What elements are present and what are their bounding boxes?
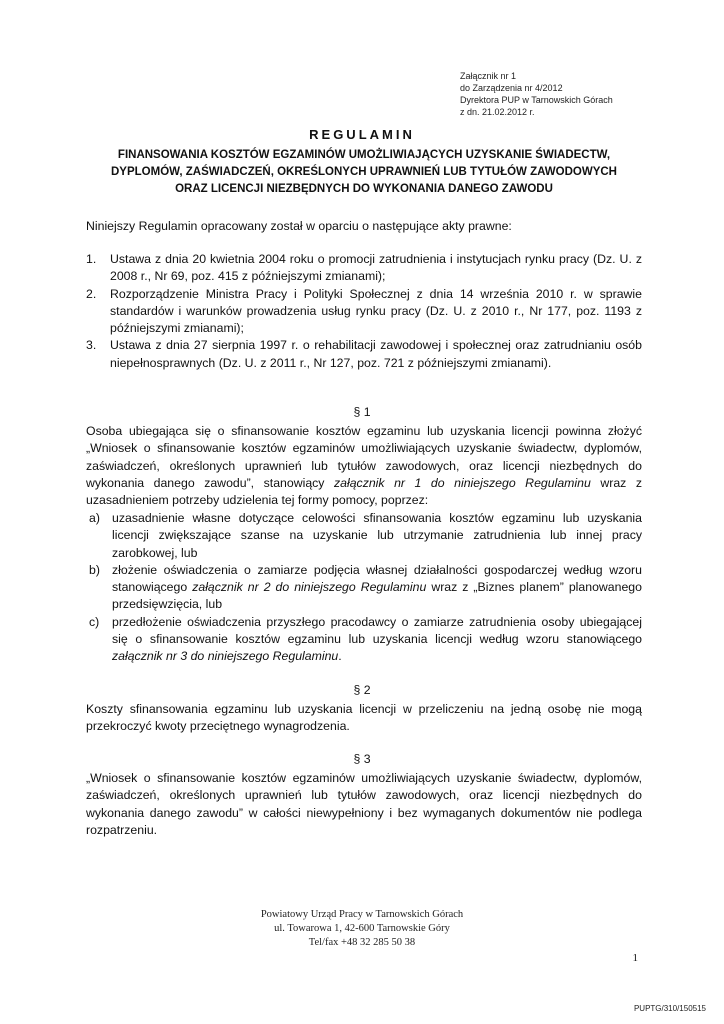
legal-acts-list (86, 251, 642, 372)
legal-act-number: 3. (86, 338, 97, 353)
legal-act-text: Ustawa z dnia 27 sierpnia 1997 r. o rehabilitacji zawodowej i społecznej oraz zatrudnianiu osób niepełnosprawnych (Dz. U. z 2011 r., Nr 127, poz. 721 z późniejszymi zmianami). (110, 338, 642, 370)
option-text: złożenie oświadczenia o zamiarze podjęcia własnej działalności gospodarczej według wzoru stanowiącego (112, 562, 642, 595)
footer-line-1: Powiatowy Urząd Pracy w Tarnowskich Górach (260, 909, 464, 920)
footer-line-2: ul. Towarowa 1, 42-600 Tarnowskie Góry (274, 923, 450, 934)
option-annex-ref: załącznik nr 2 do niniejszego Regulaminu (192, 580, 427, 595)
document-title: REGULAMIN (309, 127, 415, 142)
option-item (86, 562, 642, 614)
section-2-heading: § 2 (353, 683, 371, 697)
option-letter: b) (89, 562, 100, 577)
legal-act-text: Ustawa z dnia 20 kwietnia 2004 roku o promocji zatrudnienia i instytucjach rynku pracy (Dz. U. z 2008 r., Nr 69, poz. 415 z późniejszymi zmianami); (110, 252, 642, 284)
subtitle-line-1: FINANSOWANIA KOSZTÓW EGZAMINÓW UMOŻLIWIAJĄCYCH UZYSKANIE ŚWIADECTW, (117, 149, 611, 161)
section-1-annex-ref: załącznik nr 1 do niniejszego Regulaminu (333, 475, 591, 490)
option-text: przedłożenie oświadczenia przyszłego pracodawcy o zamiarze zatrudnienia osoby ubiegającej się o sfinansowanie kosztów egzaminu lub uzyskania licencji według wzoru stanowiącego (112, 614, 642, 647)
section-3-paragraph: „Wniosek o sfinansowanie kosztów egzaminów umożliwiających uzyskanie świadectw, dyplomów, zaświadczeń, określonych uprawnień lub tytułów zawodowych, oraz licencji niezbędnych do wykonania danego zawodu” w całości niewypełniony i bez wymaganych dokumentów nie podlega rozpatrzeniu. (86, 771, 642, 837)
option-item (86, 510, 642, 562)
option-text-b: . (338, 649, 342, 664)
legal-act-number: 1. (86, 252, 97, 266)
legal-act-item (86, 286, 642, 338)
section-1-heading: § 1 (353, 405, 371, 419)
legal-act-item (86, 251, 642, 286)
legal-act-text: Rozporządzenie Ministra Pracy i Polityki Społecznej z dnia 14 września 2010 r. w sprawie standardów i warunków prowadzenia usług rynku pracy (Dz. U. z 2010 r., Nr 177, poz. 1193 z późniejszymi zmianami); (110, 286, 642, 336)
subtitle-line-3: ORAZ LICENCJI NIEZBĘDNYCH DO WYKONANIA DANEGO ZAWODU (175, 183, 553, 195)
subtitle-line-2: DYPLOMÓW, ZAŚWIADCZEŃ, OKREŚLONYCH UPRAWNIEŃ LUB TYTUŁÓW ZAWODOWYCH (111, 166, 617, 178)
section-1-options-list (86, 510, 642, 666)
section-1-text-b: wraz z uzasadnieniem potrzeby udzielenia tej formy pomocy, poprzez: (86, 475, 642, 508)
option-text: uzasadnienie własne dotyczące celowości sfinansowania kosztów egzaminu lub uzyskania licencji zwiększające szanse na uzyskanie lub utrzymanie zatrudnienia lub innej pracy zarobkowej, lub (112, 511, 642, 560)
option-annex-ref: załącznik nr 3 do niniejszego Regulaminu (112, 649, 339, 664)
intro-paragraph: Niniejszy Regulamin opracowany został w oparciu o następujące akty prawne: (86, 219, 512, 233)
section-2-paragraph: Koszty sfinansowania egzaminu lub uzyskania licencji w przeliczeniu na jedną osobę nie mogą przekroczyć kwoty przeciętnego wynagrodzenia. (86, 702, 642, 734)
section-1-text-a: Osoba ubiegająca się o sfinansowanie kosztów egzaminu lub uzyskania licencji powinna złożyć „Wniosek o sfinansowanie kosztów egzaminów umożliwiających uzyskanie świadectw, dyplomów, zaświadczeń, określonych uprawnień lub tytułów zawodowych, oraz licencji niezbędnych do wykonania danego zawodu”, stanowiący (86, 424, 642, 490)
annex-note (460, 70, 613, 118)
annex-line-1: Załącznik nr 1 (460, 71, 517, 81)
annex-line-4: z dn. 21.02.2012 r. (460, 107, 535, 117)
page-number: 1 (632, 952, 638, 964)
section-1-paragraph (86, 423, 642, 509)
footer-line-3: Tel/fax +48 32 285 50 38 (308, 937, 416, 948)
legal-act-number: 2. (86, 286, 97, 301)
annex-line-2: do Zarządzenia nr 4/2012 (460, 83, 563, 93)
document-code: PUPTG/310/150515 (633, 1004, 706, 1013)
option-item (86, 614, 642, 666)
section-3-heading: § 3 (353, 752, 371, 766)
page-footer (0, 908, 724, 950)
option-text-b: wraz z „Biznes planem” planowanego przedsięwzięcia, lub (112, 580, 642, 612)
option-letter: c) (89, 614, 100, 629)
document-subtitle (86, 147, 642, 198)
option-letter: a) (89, 511, 100, 525)
annex-line-3: Dyrektora PUP w Tarnowskich Górach (460, 95, 613, 105)
legal-act-item (86, 337, 642, 372)
